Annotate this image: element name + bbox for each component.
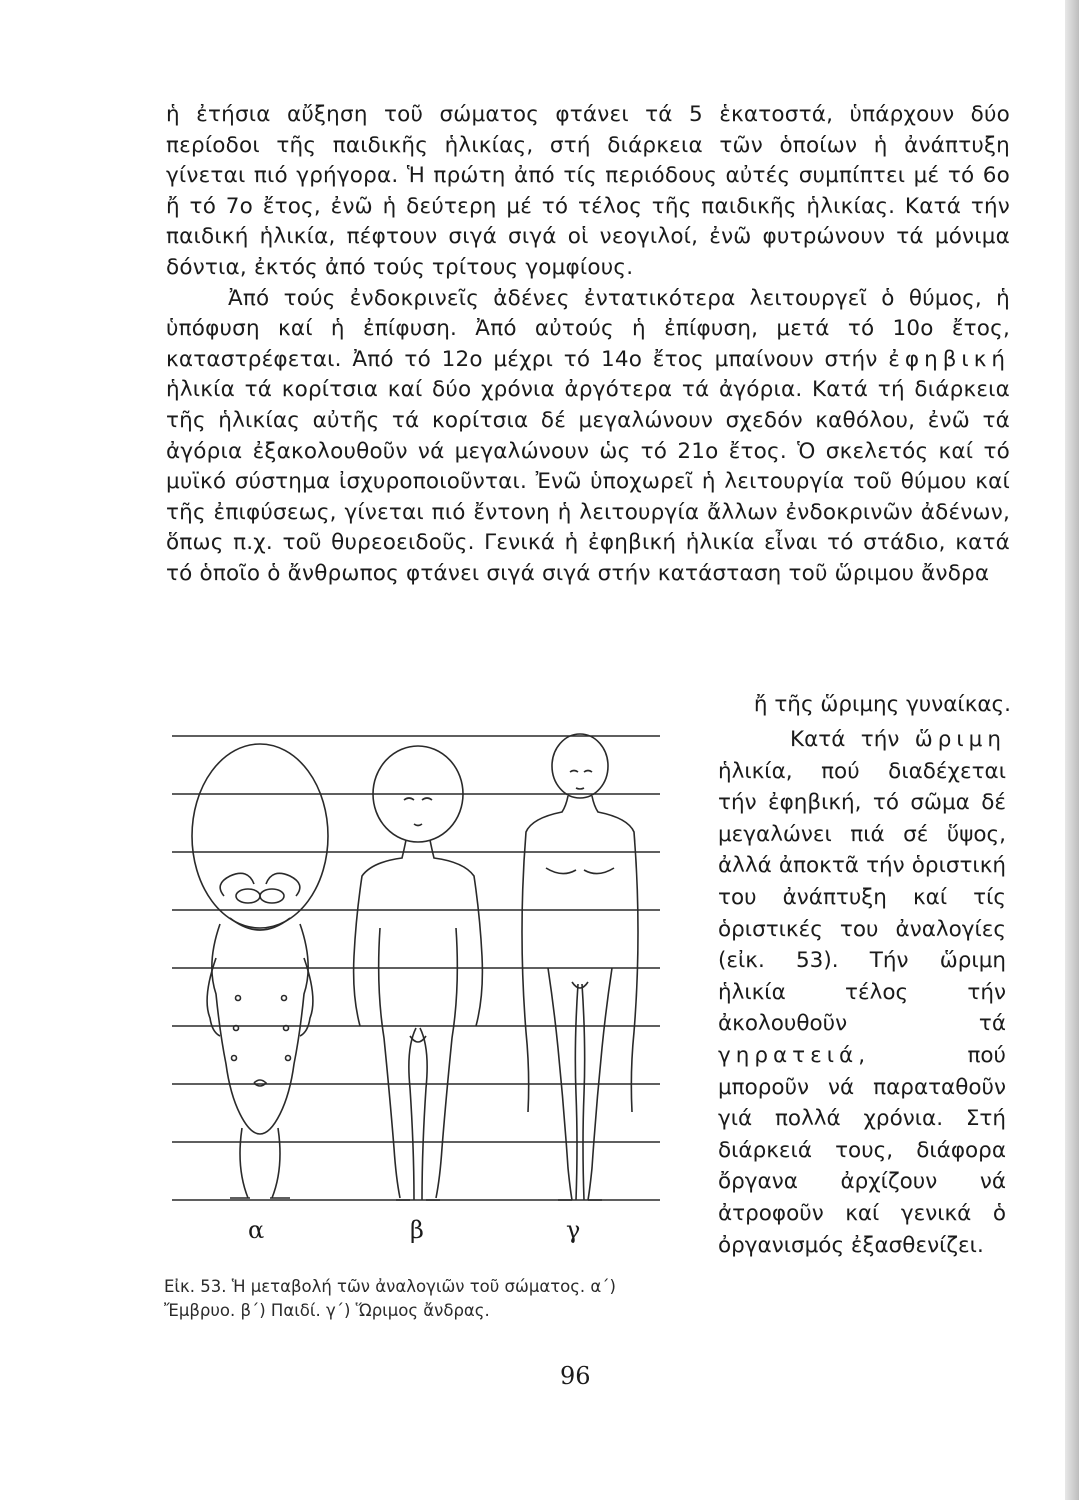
figure-label-b: β <box>410 1216 424 1244</box>
paragraph-3-emphasis-1: ὥριμη <box>914 727 1006 752</box>
paragraph-2-part-1: Ἀπό τούς ἐνδοκρινεῖς ἀδένες ἐντατικότερα λειτουργεῖ ὁ θύμος, ἡ ὑπόφυση καί ἡ ἐπίφυση. Ἀπό αὐτούς ἡ ἐπίφυση, μετά τό 10ο ἔτος, καταστρέφεται. Ἀπό τό 12ο μέχρι τό 14ο ἔτος μπαίνουν στήν <box>166 285 1010 372</box>
figure-adult <box>522 734 638 1200</box>
figure-label-c: γ <box>566 1216 581 1244</box>
paragraph-3-emphasis-2: γηρατειά <box>718 1042 859 1068</box>
figure-label-a: α <box>248 1216 265 1244</box>
figure-embryo <box>192 744 328 1198</box>
paragraph-3-part-3: , πού μποροῦν νά παραταθοῦν γιά πολλά χρόνια. Στή διάρκειά τους, διάφορα ὄργανα ἀρχίζουν νά ἀτροφοῦν καί γενικά ὁ ὀργανισμός ἐξασθενίζει. <box>718 1042 1006 1258</box>
paragraph-3 <box>718 724 1006 1261</box>
side-text-column <box>718 724 1006 1261</box>
paragraph-2-ending: ἤ τῆς ὥριμης γυναίκας. <box>753 692 1011 717</box>
page-edge <box>1065 0 1079 1500</box>
paragraph-2-part-2: ἡλικία τά κορίτσια καί δύο χρόνια ἀργότερα τά ἀγόρια. Κατά τή διάρκεια τῆς ἡλικίας αὐτῆς τά κορίτσια δέ μεγαλώνουν σχεδόν καθόλου, ἐνῶ τά ἀγόρια ἐξακολουθοῦν νά μεγαλώνουν ὡς τό 21ο ἔτος. Ὁ σκελετός καί τό μυϊκό σύστημα ἰσχυροποιοῦνται. Ἐνῶ ὑποχωρεῖ ἡ λειτουργία τοῦ θύμου καί τῆς ἐπιφύσεως, γίνεται πιό ἔντονη ἡ λειτουργία ἄλλων ἐνδοκρινῶν ἀδένων, ὅπως π.χ. τοῦ θυρεοειδοῦς. Γενικά ἡ ἐφηβική ἡλικία εἶναι τό στάδιο, κατά τό ὁποῖο ὁ ἄνθρωπος φτάνει σιγά σιγά στήν κατάσταση τοῦ ὥριμου ἄνδρα <box>166 377 1010 586</box>
paragraph-3-part-1: Κατά τήν <box>790 727 900 752</box>
figure-caption: Εἰκ. 53. Ἡ μεταβολή τῶν ἀναλογιῶν τοῦ σώματος. α΄) Ἔμβρυο. β΄) Παιδί. γ΄) Ὥριμος ἄνδρας. <box>164 1277 616 1320</box>
paragraph-2 <box>166 284 1010 590</box>
paragraph-1: ἡ ἐτήσια αὔξηση τοῦ σώματος φτάνει τά 5 ἑκατοστά, ὑπάρχουν δύο περίοδοι τῆς παιδικῆς ἡλικίας, στή διάρκεια τῶν ὁποίων ἡ ἀνάπτυξη γίνεται πιό γρήγορα. Ἡ πρώτη ἀπό τίς περιόδους αὐτές συμπίπτει μέ τό 6ο ἤ τό 7ο ἔτος, ἐνῶ ἡ δεύτερη μέ τό τέλος τῆς παιδικῆς ἡλικίας. Κατά τήν παιδική ἡλικία, πέφτουν σιγά σιγά οἱ νεογιλοί, ἐνῶ φυτρώνουν τά μόνιμα δόντια, ἐκτός ἀπό τούς τρίτους γομφίους. <box>166 102 1010 280</box>
proportions-illustration <box>160 728 670 1240</box>
paragraph-3-part-2: ἡλικία, πού διαδέχεται τήν ἐφηβική, τό σῶμα δέ μεγαλώνει πιά σέ ὕψος, ἀλλά ἀποκτᾶ τήν ὁριστική του ἀνάπτυξη καί τίς ὁριστικές του ἀναλογίες (εἰκ. 53). Τήν ὥριμη ἡλικία τέλος τήν ἀκολουθοῦν τά <box>718 758 1006 1037</box>
main-text-block <box>166 100 1010 590</box>
page-number: 96 <box>560 1362 591 1390</box>
figure-body-proportions <box>160 728 670 1240</box>
paragraph-2-emphasis: ἐφηβική <box>888 346 1010 372</box>
figure-child <box>354 746 483 1200</box>
